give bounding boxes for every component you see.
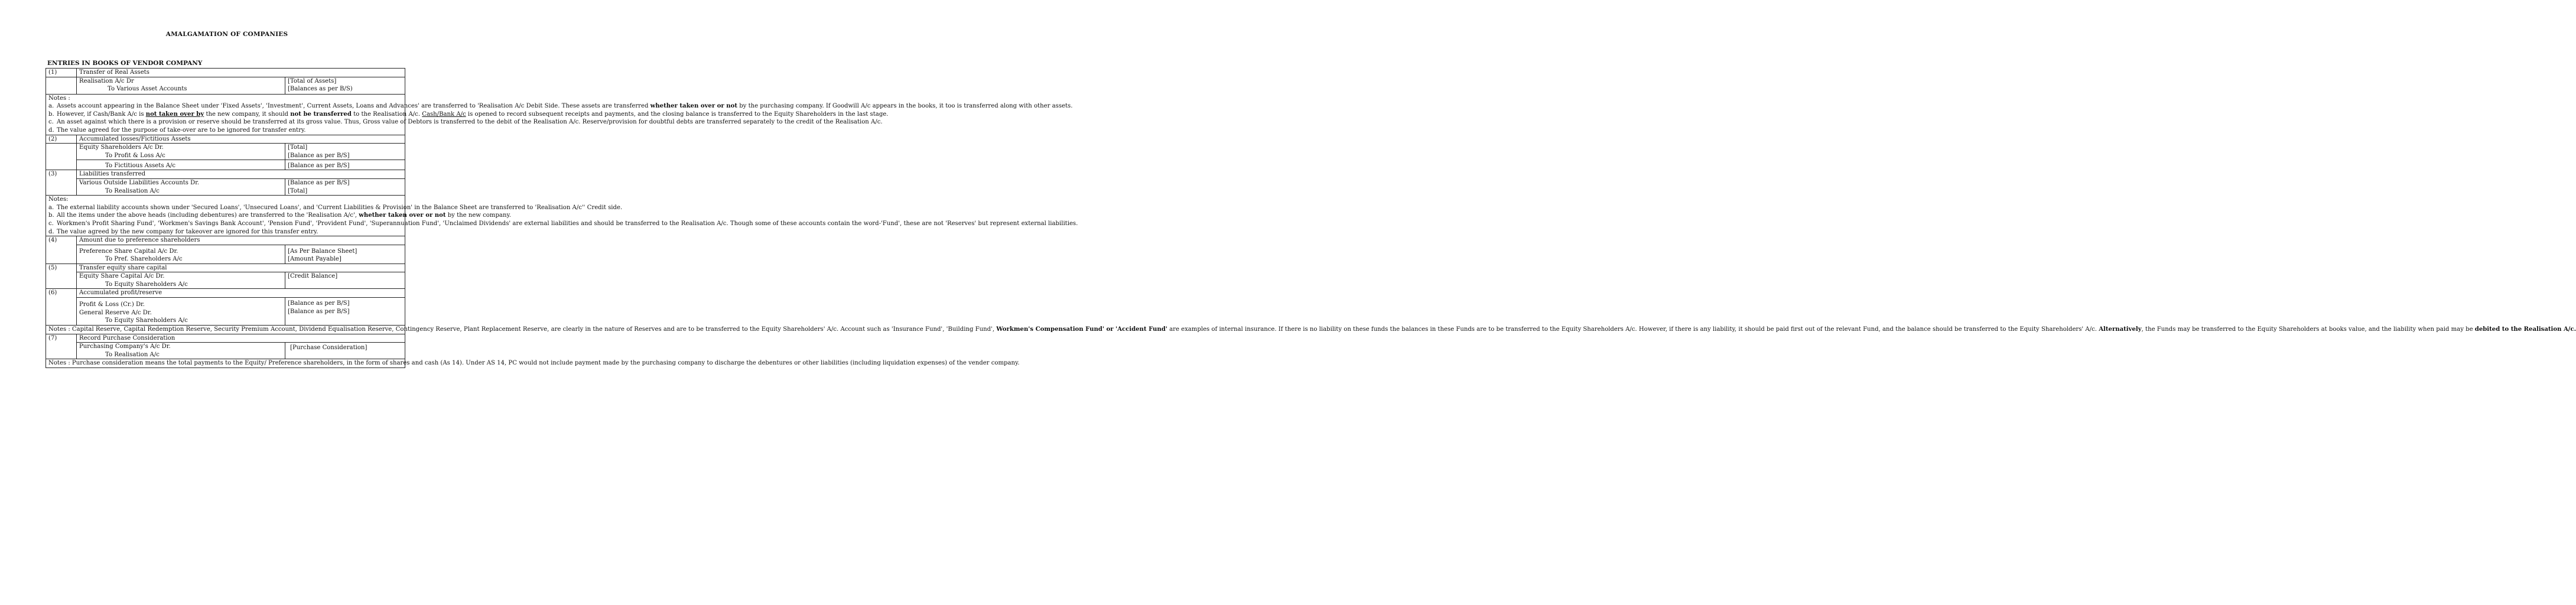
debit-amount: [Total] (288, 144, 308, 151)
entry-heading: Liabilities transferred (77, 170, 405, 179)
entry-2-heading-row (46, 135, 405, 144)
entry-number: (4) (46, 236, 77, 264)
entry-heading: Accumulated profit/reserve (77, 289, 405, 298)
entry-6-body-row (46, 298, 405, 326)
entry-2-body-row (46, 144, 405, 160)
credit-line: To Pref. Shareholders A/c (105, 256, 183, 263)
entry-number: (7) (46, 334, 77, 359)
entry-heading: Accumulated losses/Fictitious Assets (77, 135, 405, 144)
notes-label: Notes : (48, 95, 70, 102)
debit-amount: [Purchase Consideration] (290, 344, 367, 352)
entry-6-heading-row (46, 289, 405, 298)
note-item: c. Workmen's Profit Sharing Fund', 'Workmen's Savings Bank Account', 'Pension Fund', 'Provident Fund', 'Superannuation Fund', 'Unclaimed Dividends' are external liabilities and should be transferred to the Realisation A/c. Though some of these accounts contain the word-'Fund', these are not 'Reserves' but represent external liabilities. (48, 220, 1078, 227)
credit-amount: [Balances as per B/S) (288, 86, 353, 93)
debit-line: Profit & Loss (Cr.) Dr. (79, 301, 145, 308)
entry-heading: Transfer of Real Assets (77, 69, 405, 77)
debit-line: Various Outside Liabilities Accounts Dr. (79, 179, 200, 186)
entry-heading: Amount due to preference shareholders (77, 236, 405, 245)
entry-7-body-row (46, 343, 405, 359)
entry-3-body-row (46, 178, 405, 195)
section-subtitle: ENTRIES IN BOOKS OF VENDOR COMPANY (47, 60, 203, 67)
entry-7-notes-row (46, 359, 405, 368)
notes-paragraph: Notes : Purchase consideration means the total payments to the Equity/ Preference shareholders, in the form of shares and cash (As 14). Under AS 14, PC would not include payment made by the purchasing company to discharge the debentures or other liabilities (including liquidation expenses) of the vender company. (48, 360, 1020, 367)
notes-label: Notes: (48, 196, 69, 203)
note-item: c. An asset against which there is a provision or reserve should be transferred at its gross value. Thus, Gross value of Debtors is transferred to the debit of the Realisation A/c. Reserve/provision for doubtful debts are transferred separately to the credit of the Realisation A/c. (48, 119, 883, 126)
entry-6-notes-row (46, 326, 405, 334)
debit-line: Preference Share Capital A/c Dr. (79, 248, 178, 255)
note-item: a. Assets account appearing in the Balance Sheet under 'Fixed Assets', 'Investment', Current Assets, Loans and Advances' are transferred to 'Realisation A/c Debit Side. These assets are transferred whether taken over or not by the purchasing company. If Goodwill A/c appears in the books, it too is transferred along with other assets. (48, 103, 1073, 110)
credit-line: To Realisation A/c (105, 351, 160, 358)
debit-amount: [Balance as per B/S] (288, 179, 350, 186)
entry-number: (1) (46, 69, 77, 77)
credit-line: To Fictitious Assets A/c (77, 160, 285, 170)
entry-number: (3) (46, 170, 77, 196)
entry-2-body-row-2 (46, 160, 405, 170)
entry-number: (5) (46, 264, 77, 289)
debit-line: Equity Shareholders A/c Dr. (79, 144, 164, 151)
debit-line: General Reserve A/c Dr. (79, 309, 152, 316)
credit-amount: [Total] (288, 187, 308, 194)
credit-line: To Profit & Loss A/c (105, 152, 165, 159)
note-item: a. The external liability accounts shown under 'Secured Loans', 'Unsecured Loans', and 'Current Liabilities & Provision' in the Balance Sheet are transferred to 'Realisation A/c'' Credit side. (48, 204, 623, 211)
note-item: b. However, if Cash/Bank A/c is not taken over by the new company, it should not be transferred to the Realisation A/c. Cash/Bank A/c is opened to record subsequent receipts and payments, and the closing balance is transferred to the Equity Shareholders in the last stage. (48, 110, 889, 118)
entry-number: (6) (46, 289, 77, 326)
note-item: b. All the items under the above heads (including debentures) are transferred to the 'Realisation A/c', whether taken over or not by the new company. (48, 212, 512, 219)
entry-3-heading-row (46, 170, 405, 179)
entry-heading: Transfer equity share capital (77, 264, 405, 272)
credit-amount: [Balance as per B/S] (288, 152, 350, 159)
entry-4-body-row (46, 245, 405, 264)
credit-line: To Various Asset Accounts (108, 86, 187, 93)
note-item: d. The value agreed by the new company for takeover are ignored for this transfer entry. (48, 228, 318, 235)
entry-1-heading-row (46, 69, 405, 77)
credit-amount: [Amount Payable] (288, 256, 341, 263)
debit-line: Equity Share Capital A/c Dr. (79, 273, 165, 280)
debit-amount: [Balance as per B/S] (288, 300, 350, 307)
note-item: d. The value agreed for the purpose of take-over are to be ignored for transfer entry. (48, 126, 306, 134)
entry-5-heading-row (46, 264, 405, 272)
journal-entries-table (45, 68, 2576, 368)
credit-line: To Realisation A/c (105, 187, 160, 194)
debit-line: Realisation A/c Dr (79, 77, 134, 84)
credit-amount: [Balance as per B/S] (285, 160, 405, 170)
debit-amount: [Total of Assets] (288, 77, 337, 84)
credit-line: To Equity Shareholders A/c (105, 317, 188, 324)
debit-amount: [Credit Balance] (288, 273, 338, 280)
entry-1-notes-row (46, 94, 405, 135)
entry-3-notes-row (46, 196, 405, 236)
notes-paragraph: Notes : Capital Reserve, Capital Redemption Reserve, Security Premium Account, Dividend Equalisation Reserve, Contingency Reserve, Plant Replacement Reserve, are clearly in the nature of Reserves and are to be transferred to the Equity Shareholders' A/c. Account such as 'Insurance Fund', 'Building Fund', Workmen's Compensation Fund' or 'Accident Fund' are examples of internal insurance. If there is no liability on these funds the balances in these Funds are to be transferred to the Equity Shareholders A/c. However, if there is any liability, it should be paid first out of the relevant Fund, and the balance should be transferred to the Equity Shareholders' A/c. Alternatively, the Funds may be transferred to the Equity Shareholders at books value, and the liability when paid may be debited to the Realisation A/c. (48, 326, 2576, 333)
debit-amount: [As Per Balance Sheet] (288, 248, 357, 255)
debit-line: Purchasing Company's A/c Dr. (79, 343, 171, 350)
entry-number: (2) (46, 135, 77, 144)
entry-4-heading-row (46, 236, 405, 245)
credit-line: To Equity Shareholders A/c (105, 281, 188, 288)
entry-7-heading-row (46, 334, 405, 343)
entry-heading: Record Purchase Consideration (77, 334, 405, 343)
entry-1-body-row (46, 77, 405, 94)
entry-5-body-row (46, 272, 405, 289)
document-title: AMALGAMATION OF COMPANIES (165, 31, 288, 38)
debit-amount: [Balance as per B/S] (288, 308, 350, 315)
